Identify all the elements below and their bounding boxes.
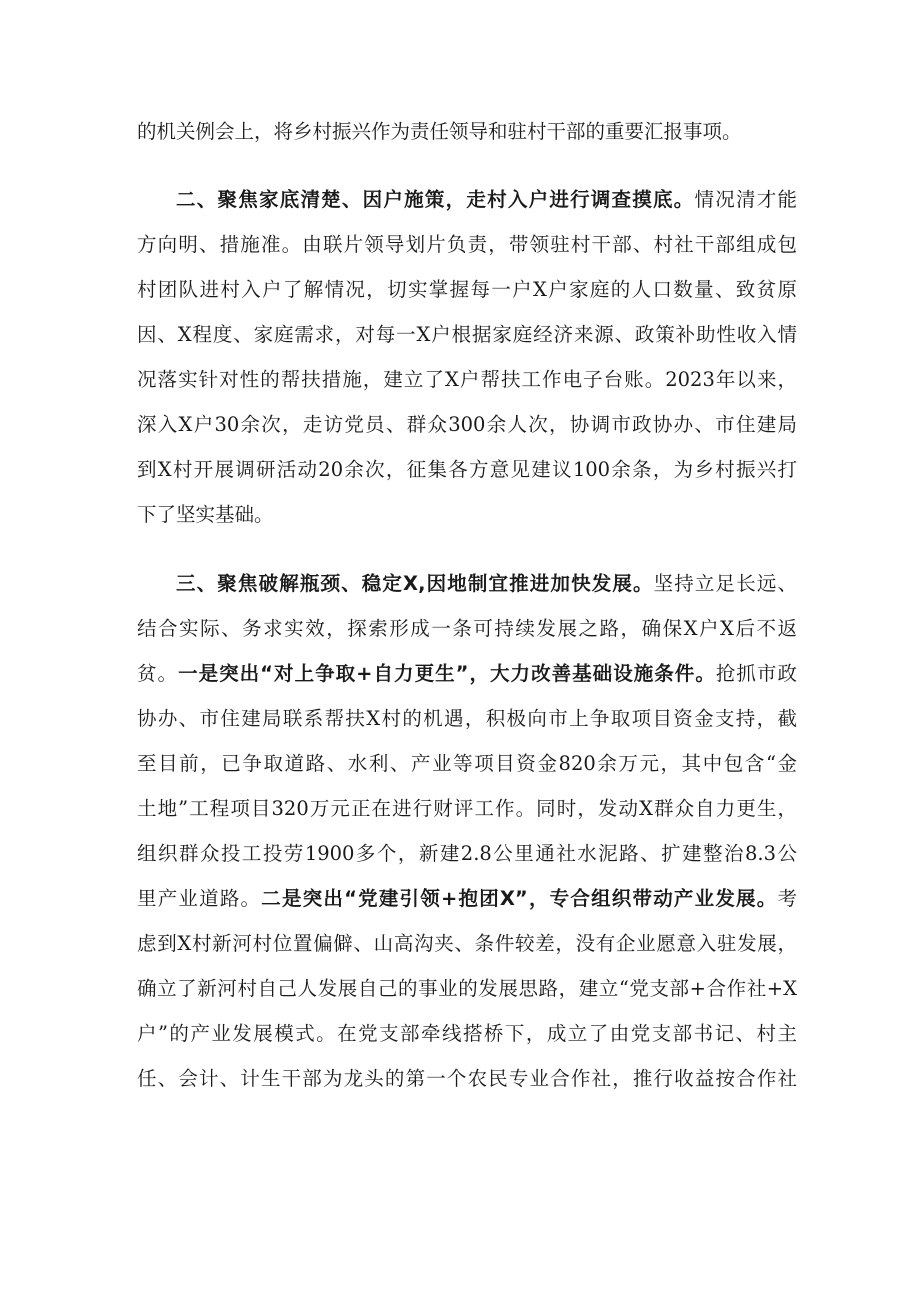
- text-line: [137, 233, 797, 257]
- text-line: [137, 707, 797, 731]
- text-run: 土地”工程项目320万元正在进行财评工作。同时，发动X群众自力更生，: [137, 797, 797, 820]
- text-run: 情况清才能: [694, 188, 797, 211]
- text-run: 组织群众投工投劳1900多个，新建2.8公里通社水泥路、扩建整治8.3公: [137, 842, 797, 865]
- text-line: [137, 1022, 797, 1046]
- text-line: [137, 932, 797, 956]
- text-run: 至目前，已争取道路、水利、产业等项目资金820余万元，其中包含“金: [137, 752, 797, 775]
- text-line: [137, 977, 797, 1001]
- text-run: 结合实际、务求实效，探索形成一条可持续发展之路，确保X户X后不返: [137, 617, 797, 640]
- text-line: [137, 887, 797, 911]
- text-run: 贫。: [137, 662, 179, 685]
- text-run: 确立了新河村自己人发展自己的事业的发展思路，建立“党支部+合作社+X: [137, 977, 797, 1000]
- text-run: 因、X程度、家庭需求，对每一X户根据家庭经济来源、政策补助性收入情: [137, 323, 797, 346]
- text-line: [137, 617, 797, 641]
- text-run: 任、会计、计生干部为龙头的第一个农民专业合作社，推行收益按合作社: [137, 1067, 797, 1090]
- text-run: 况落实针对性的帮扶措施，建立了X户帮扶工作电子台账。2023年以来，: [137, 368, 797, 391]
- text-line: [137, 458, 797, 482]
- text-line: [137, 662, 797, 686]
- text-line: [137, 323, 797, 347]
- subsection-heading: 二是突出“党建引领+抱团X”，专合组织带动产业发展。: [261, 887, 778, 910]
- text-run: 坚持立足长远、: [653, 572, 797, 595]
- text-run: 方向明、措施准。由联片领导划片负责，带领驻村干部、村社干部组成包: [137, 233, 797, 256]
- text-line: [137, 413, 797, 437]
- text-line: [137, 120, 797, 144]
- subsection-heading: 一是突出“对上争取+自力更生”，大力改善基础设施条件。: [178, 662, 716, 685]
- text-run: 里产业道路。: [137, 887, 262, 910]
- text-line: [137, 797, 797, 821]
- text-line: [137, 368, 797, 392]
- text-run: 的机关例会上，将乡村振兴作为责任领导和驻村干部的重要汇报事项。: [137, 120, 742, 143]
- text-run: 深入X户30余次，走访党员、群众300余人次，协调市政协办、市住建局: [137, 413, 797, 436]
- text-line: [137, 752, 797, 776]
- text-line: [137, 503, 797, 527]
- text-run: 户”的产业发展模式。在党支部牵线搭桥下，成立了由党支部书记、村主: [137, 1022, 797, 1045]
- text-line: [137, 188, 797, 212]
- text-run: 虑到X村新河村位置偏僻、山高沟夹、条件较差，没有企业愿意入驻发展，: [137, 932, 797, 955]
- text-run: 协办、市住建局联系帮扶X村的机遇，积极向市上争取项目资金支持，截: [137, 707, 797, 730]
- section-heading: 三、聚焦破解瓶颈、稳定X,因地制宜推进加快发展。: [176, 572, 654, 595]
- text-line: [137, 278, 797, 302]
- text-run: 到X村开展调研活动20余次，征集各方意见建议100余条，为乡村振兴打: [137, 458, 797, 481]
- text-line: [137, 842, 797, 866]
- text-line: [137, 1067, 797, 1091]
- text-run: 抢抓市政: [715, 662, 797, 685]
- text-line: [137, 572, 797, 596]
- section-heading: 二、聚焦家底清楚、因户施策，走村入户进行调查摸底。: [176, 188, 695, 211]
- text-run: 下了坚实基础。: [137, 503, 274, 526]
- text-run: 考: [777, 887, 797, 910]
- text-run: 村团队进村入户了解情况，切实掌握每一户X户家庭的人口数量、致贫原: [137, 278, 797, 301]
